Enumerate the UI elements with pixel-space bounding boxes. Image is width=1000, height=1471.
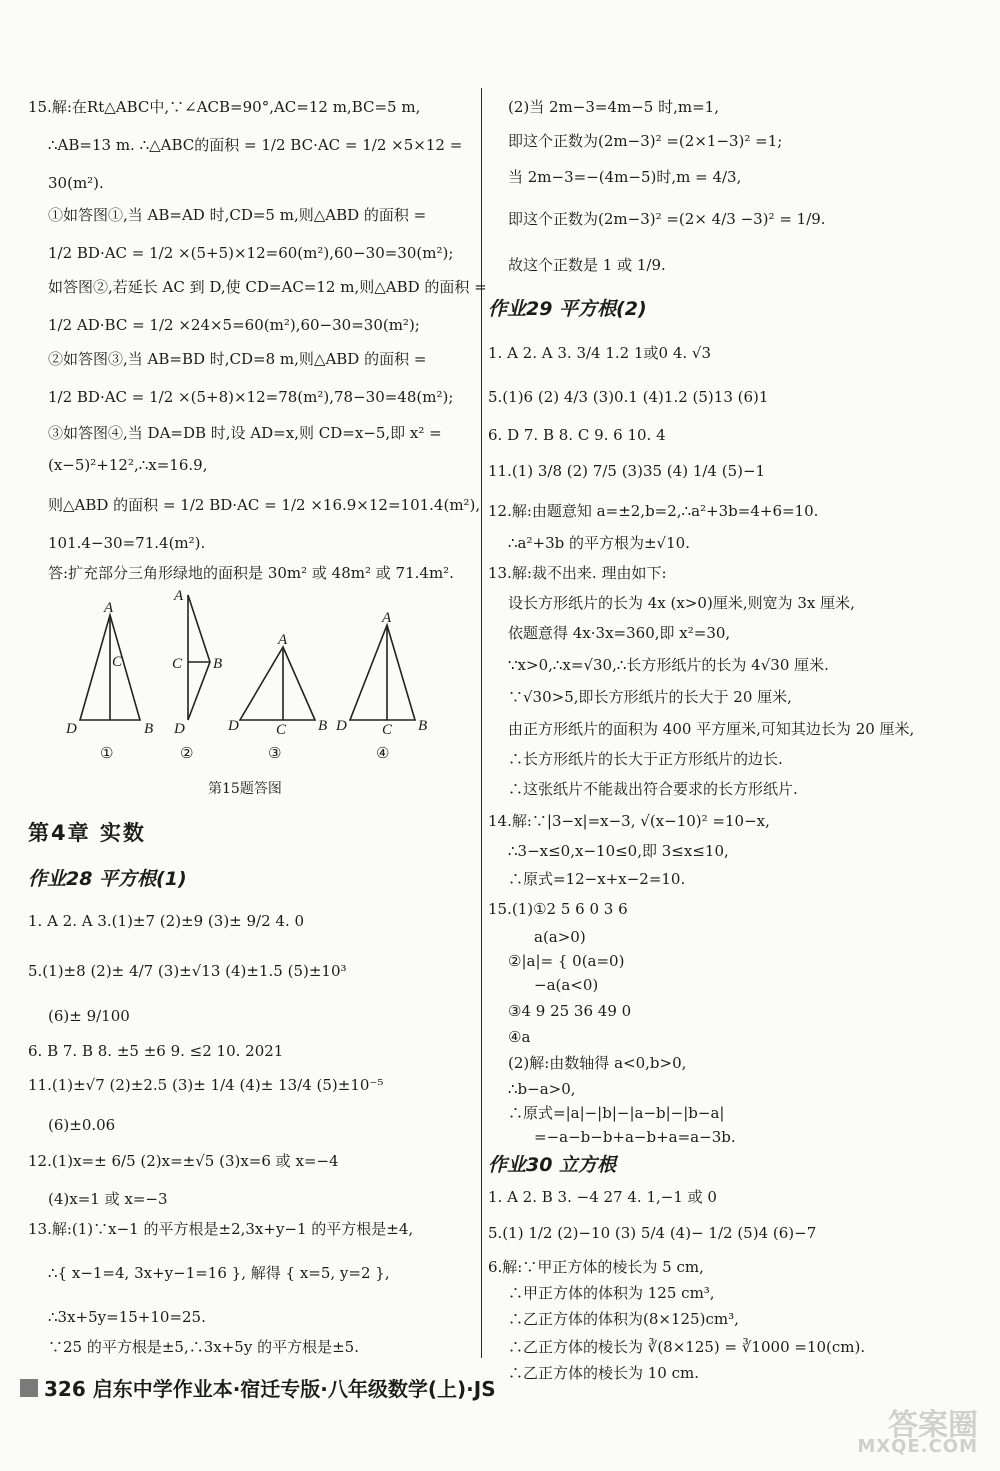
label-d: D — [228, 718, 239, 734]
text-line: ∴乙正方体的棱长为 ∛(8×125) = ∛1000 =10(cm). — [508, 1338, 866, 1356]
text-line: 11.(1) 3/8 (2) 7/5 (3)35 (4) 1/4 (5)−1 — [488, 462, 766, 480]
label-c: C — [172, 656, 183, 672]
section-title: 作业30 立方根 — [488, 1154, 617, 1176]
text-line: 1/2 BD·AC = 1/2 ×(5+5)×12=60(m²),60−30=30(m²); — [48, 244, 454, 262]
text-line: 15.解:在Rt△ABC中,∵∠ACB=90°,AC=12 m,BC=5 m, — [28, 98, 421, 116]
text-line: 101.4−30=71.4(m²). — [48, 534, 206, 552]
text-line: 12.解:由题意知 a=±2,b=2,∴a²+3b=4+6=10. — [488, 502, 819, 520]
text-line: 1/2 BD·AC = 1/2 ×(5+8)×12=78(m²),78−30=48(m²); — [48, 388, 454, 406]
text-line: ∵√30>5,即长方形纸片的长大于 20 厘米, — [508, 688, 792, 706]
text-line: −a(a<0) — [534, 976, 599, 994]
label-c: C — [382, 722, 393, 738]
text-line: ∴{ x−1=4, 3x+y−1=16 }, 解得 { x=5, y=2 }, — [48, 1264, 390, 1282]
label-b: B — [318, 718, 328, 734]
text-line: 5.(1) 1/2 (2)−10 (3) 5/4 (4)− 1/2 (5)4 (6)−7 — [488, 1224, 817, 1242]
text-line: ①如答图①,当 AB=AD 时,CD=5 m,则△ABD 的面积 = — [48, 206, 427, 224]
label-b: B — [213, 656, 223, 672]
section-title: 作业29 平方根(2) — [488, 298, 647, 320]
label-a: A — [382, 610, 392, 626]
text-line: 1. A 2. A 3.(1)±7 (2)±9 (3)± 9/2 4. 0 — [28, 912, 305, 930]
label-a: A — [104, 600, 114, 616]
text-line: ∴AB=13 m. ∴△ABC的面积 = 1/2 BC·AC = 1/2 ×5×12 = — [48, 136, 463, 154]
text-line: 设长方形纸片的长为 4x (x>0)厘米,则宽为 3x 厘米, — [508, 594, 855, 612]
text-line: ∴这张纸片不能裁出符合要求的长方形纸片. — [508, 780, 798, 798]
text-line: 即这个正数为(2m−3)² =(2×1−3)² =1; — [508, 132, 783, 150]
label-a: A — [174, 590, 184, 604]
label-b: B — [144, 721, 154, 737]
figure-number: ② — [180, 744, 194, 762]
page-footer — [20, 1373, 980, 1403]
text-line: ③4 9 25 36 49 0 — [508, 1002, 632, 1020]
text-line: ∵25 的平方根是±5,∴3x+5y 的平方根是±5. — [48, 1338, 359, 1356]
text-line: 当 2m−3=−(4m−5)时,m = 4/3, — [508, 168, 742, 186]
text-line: 答:扩充部分三角形绿地的面积是 30m² 或 48m² 或 71.4m². — [48, 564, 454, 582]
text-line: ③如答图④,当 DA=DB 时,设 AD=x,则 CD=x−5,即 x² = — [48, 424, 442, 442]
text-line: 1. A 2. A 3. 3/4 1.2 1或0 4. √3 — [488, 344, 712, 362]
text-line: 由正方形纸片的面积为 400 平方厘米,可知其边长为 20 厘米, — [508, 720, 915, 738]
text-line: 1/2 AD·BC = 1/2 ×24×5=60(m²),60−30=30(m²); — [48, 316, 420, 334]
text-line: ∵x>0,∴x=√30,∴长方形纸片的长为 4√30 厘米. — [508, 656, 829, 674]
text-line: (2)解:由数轴得 a<0,b>0, — [508, 1054, 687, 1072]
text-line: 11.(1)±√7 (2)±2.5 (3)± 1/4 (4)± 13/4 (5)±10⁻⁵ — [28, 1076, 384, 1094]
watermark-logo — [828, 1400, 978, 1462]
text-line: ∴原式=12−x+x−2=10. — [508, 870, 686, 888]
text-line: 5.(1)±8 (2)± 4/7 (3)±√13 (4)±1.5 (5)±10³ — [28, 962, 347, 980]
label-d: D — [66, 721, 77, 737]
text-line: 15.(1)①2 5 6 0 3 6 — [488, 900, 628, 918]
text-line: 6. B 7. B 8. ±5 ±6 9. ≤2 10. 2021 — [28, 1042, 284, 1060]
text-line: a(a>0) — [534, 928, 586, 946]
text-line: ∴原式=|a|−|b|−|a−b|−|b−a| — [508, 1104, 725, 1122]
text-line: 14.解:∵|3−x|=x−3, √(x−10)² =10−x, — [488, 812, 770, 830]
label-c: C — [276, 722, 287, 738]
text-line: (6)± 9/100 — [48, 1007, 130, 1025]
text-line: ②|a|= { 0(a=0) — [508, 952, 625, 970]
text-line: ∴乙正方体的体积为(8×125)cm³, — [508, 1310, 739, 1328]
footer-text: 326 启东中学作业本·宿迁专版·八年级数学(上)·JS — [44, 1377, 496, 1401]
text-line: 故这个正数是 1 或 1/9. — [508, 256, 666, 274]
figure-number: ④ — [376, 744, 390, 762]
text-line: (4)x=1 或 x=−3 — [48, 1190, 168, 1208]
text-line: (6)±0.06 — [48, 1116, 116, 1134]
text-line: 5.(1)6 (2) 4/3 (3)0.1 (4)1.2 (5)13 (6)1 — [488, 388, 769, 406]
text-line: 即这个正数为(2m−3)² =(2× 4/3 −3)² = 1/9. — [508, 210, 826, 228]
text-line: 12.(1)x=± 6/5 (2)x=±√5 (3)x=6 或 x=−4 — [28, 1152, 339, 1170]
text-line: ②如答图③,当 AB=BD 时,CD=8 m,则△ABD 的面积 = — [48, 350, 427, 368]
chapter-title: 第4章 实数 — [28, 821, 146, 845]
text-line: =−a−b−b+a−b+a=a−3b. — [534, 1128, 736, 1146]
text-line: (2)当 2m−3=4m−5 时,m=1, — [508, 98, 719, 116]
text-line: ∴a²+3b 的平方根为±√10. — [508, 534, 690, 552]
triangle-figure — [60, 590, 440, 770]
watermark-main: 答案圈 — [888, 1408, 978, 1443]
label-a: A — [278, 632, 288, 648]
text-line: 6. D 7. B 8. C 9. 6 10. 4 — [488, 426, 666, 444]
figure-number: ③ — [268, 744, 282, 762]
text-line: ∴3−x≤0,x−10≤0,即 3≤x≤10, — [508, 842, 729, 860]
text-line: 6.解:∵甲正方体的棱长为 5 cm, — [488, 1258, 704, 1276]
figure-number: ① — [100, 744, 114, 762]
label-d: D — [174, 721, 185, 737]
text-line: (x−5)²+12²,∴x=16.9, — [48, 456, 208, 474]
text-line: 13.解:(1)∵x−1 的平方根是±2,3x+y−1 的平方根是±4, — [28, 1220, 414, 1238]
text-line: 30(m²). — [48, 174, 104, 192]
text-line: ∴乙正方体的棱长为 10 cm. — [508, 1364, 700, 1382]
label-c: C — [112, 654, 123, 670]
watermark-url: MXQE.COM — [857, 1436, 978, 1457]
label-d: D — [336, 718, 347, 734]
section-title: 作业28 平方根(1) — [28, 868, 187, 890]
text-line: 则△ABD 的面积 = 1/2 BD·AC = 1/2 ×16.9×12=101.4(m²), — [48, 496, 481, 514]
text-line: 如答图②,若延长 AC 到 D,使 CD=AC=12 m,则△ABD 的面积 = — [48, 278, 487, 296]
text-line: ∴甲正方体的体积为 125 cm³, — [508, 1284, 715, 1302]
text-line: ∴b−a>0, — [508, 1080, 576, 1098]
text-line: 1. A 2. B 3. −4 27 4. 1,−1 或 0 — [488, 1188, 717, 1206]
label-b: B — [418, 718, 428, 734]
text-line: 依题意得 4x·3x=360,即 x²=30, — [508, 624, 731, 642]
footer-marker-icon — [20, 1379, 38, 1397]
text-line: ④a — [508, 1028, 531, 1046]
text-line: ∴3x+5y=15+10=25. — [48, 1308, 206, 1326]
text-line: 13.解:裁不出来. 理由如下: — [488, 564, 667, 582]
figure-caption: 第15题答图 — [208, 781, 282, 797]
text-line: ∴长方形纸片的长大于正方形纸片的边长. — [508, 750, 783, 768]
